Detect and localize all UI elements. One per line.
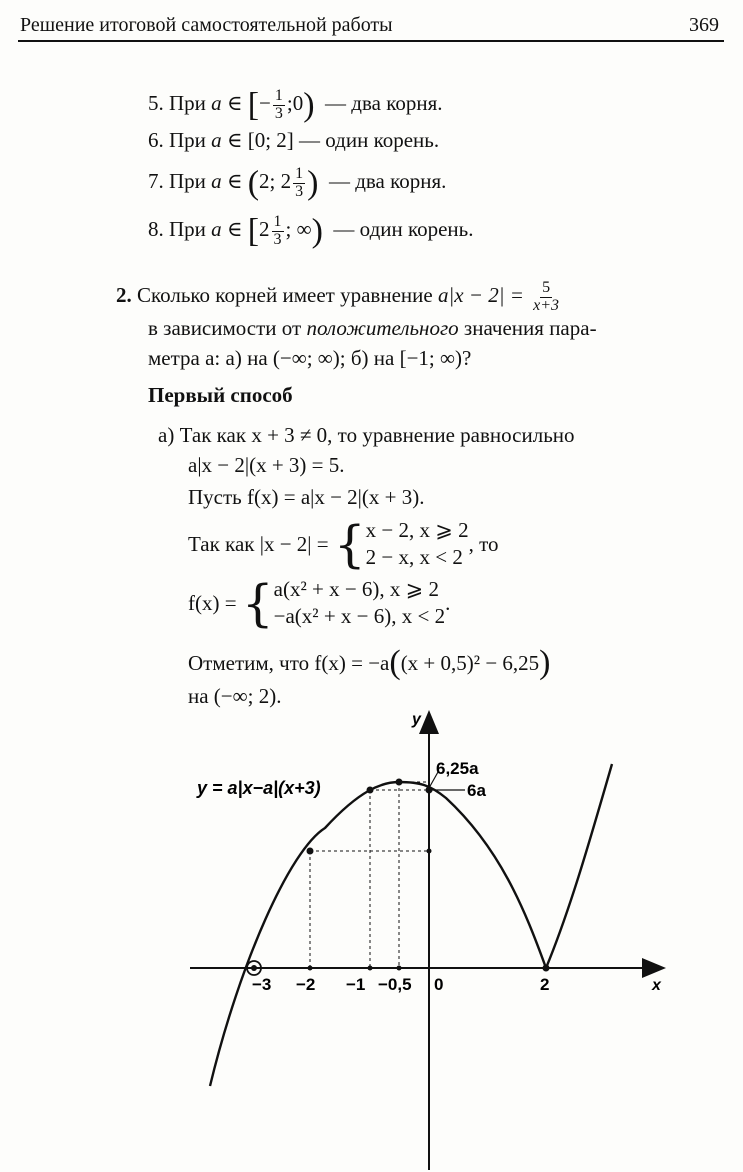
fraction: $\frac{5}{x+3}$: [533, 279, 560, 314]
method-title: Первый способ: [148, 383, 293, 407]
left-brace: {: [333, 515, 366, 574]
tick-label-m3: −3: [252, 975, 272, 994]
dashed-guides: [310, 782, 429, 968]
tick-label-zero: 0: [434, 975, 444, 994]
tick-label-m1: −1: [346, 975, 366, 994]
item-7: 7. При a ∈ (2; 2 $\frac{1}{3}$ ) — два корня.: [148, 164, 447, 202]
item-5: 5. При a ∈ [− $\frac{1}{3}$ ;0) — два корня.: [148, 86, 443, 124]
page-number: 369: [689, 14, 719, 36]
label-6-25a: 6,25a: [436, 759, 479, 778]
fraction: $\frac{1}{3}$: [274, 87, 283, 122]
tick-label-m05: −0,5: [378, 975, 412, 994]
fraction: $\frac{1}{3}$: [295, 165, 304, 200]
y-axis-label: y: [412, 711, 421, 728]
solution-label: а): [158, 423, 175, 447]
fraction: $\frac{1}{3}$: [273, 213, 282, 248]
item-number: 8.: [148, 217, 164, 242]
item-number: 7.: [148, 169, 164, 194]
problem-number: 2.: [116, 283, 132, 308]
header-rule: [18, 40, 724, 42]
item-number: 6.: [148, 128, 164, 152]
item-8: 8. При a ∈ [2 $\frac{1}{3}$ ; ∞) — один корень.: [148, 212, 474, 250]
solution-line-2: a|x − 2|(x + 3) = 5.: [188, 453, 345, 477]
solution-line-1: а) Так как x + 3 ≠ 0, то уравнение равносильно: [158, 423, 575, 447]
abs-value-system: Так как |x − 2| = { x − 2, x ⩾ 2 2 − x, x < 2 , то: [188, 515, 499, 574]
header-title: Решение итоговой самостоятельной работы: [20, 14, 393, 36]
label-6a: 6a: [467, 781, 486, 800]
solution-note-2: на (−∞; 2).: [188, 684, 282, 708]
tick-label-m2: −2: [296, 975, 316, 994]
item-6: 6. При a ∈ [0; 2] — один корень.: [148, 128, 440, 152]
function-curve: [210, 764, 612, 1086]
problem-line-1: 2. Сколько корней имеет уравнение a|x − 2| = $\frac{5}{x+3}$: [116, 279, 560, 314]
item-number: 5.: [148, 91, 164, 116]
left-brace: {: [241, 574, 274, 633]
curve-label: y = a|x−a|(x+3): [197, 778, 321, 798]
solution-line-3: Пусть f(x) = a|x − 2|(x + 3).: [188, 485, 425, 509]
problem-line-2: в зависимости от положительного значения пара-: [148, 316, 597, 340]
x-axis-label: x: [652, 977, 661, 994]
tick-label-two: 2: [540, 975, 550, 994]
problem-line-3: метра a: а) на (−∞; ∞); б) на [−1; ∞)?: [148, 346, 472, 370]
function-graph: [0, 700, 743, 1172]
solution-note: Отметим, что f(x) = −a((x + 0,5)² − 6,25): [188, 644, 551, 681]
piecewise-function: f(x) = { a(x² + x − 6), x ⩾ 2 −a(x² + x − 6), x < 2 .: [188, 574, 451, 633]
